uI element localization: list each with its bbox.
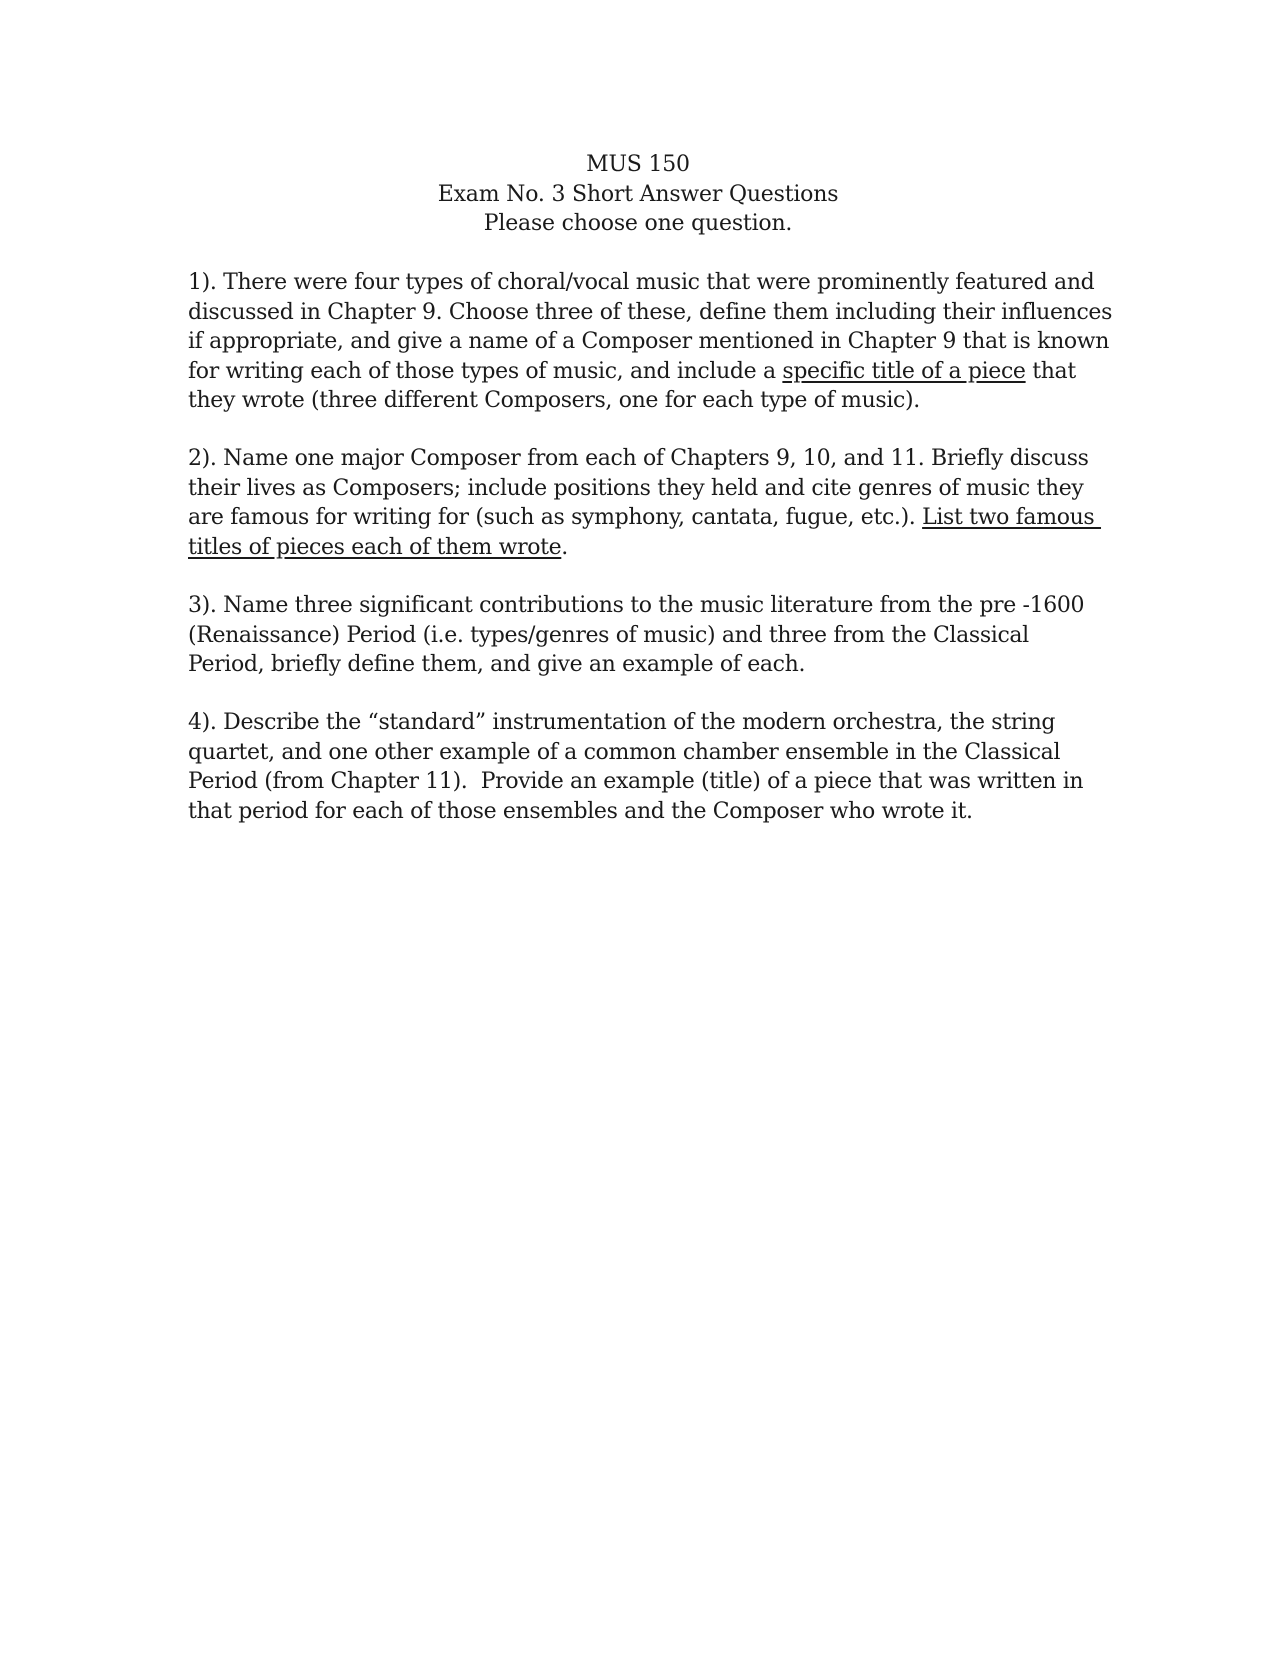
question-1-line-1: 1). There were four types of choral/vocal music that were prominently featured and — [188, 270, 1095, 295]
question-2-underlined-phrase-end: titles of pieces each of them wrote — [188, 534, 562, 560]
question-4-line-4: that period for each of those ensembles and the Composer who wrote it. — [188, 798, 973, 824]
question-1-line-4-tail: that — [1025, 358, 1076, 384]
question-2-line-3 — [188, 503, 1102, 533]
question-3 — [188, 591, 1098, 680]
question-2-underlined-phrase-start: List two famous — [922, 505, 1102, 530]
question-1-underlined-phrase: specific title of a piece — [782, 358, 1026, 384]
question-1-line-4-text: for writing each of those types of music, and include a — [188, 358, 783, 384]
question-2 — [188, 444, 1102, 562]
exam-title: Exam No. 3 Short Answer Questions — [437, 181, 839, 207]
question-1 — [188, 268, 1113, 416]
question-1-line-3: if appropriate, and give a name of a Composer mentioned in Chapter 9 that is known — [188, 329, 1110, 354]
question-1-line-5: they wrote (three different Composers, one for each type of music). — [188, 388, 920, 413]
question-2-line-1: 2). Name one major Composer from each of Chapters 9, 10, and 11. Briefly discuss — [188, 446, 1089, 471]
exam-instruction: Please choose one question. — [483, 211, 793, 236]
question-4-line-2: quartet, and one other example of a common chamber ensemble in the Classical — [188, 739, 1061, 765]
course-code: MUS 150 — [586, 152, 690, 177]
question-3-line-3: Period, briefly define them, and give an example of each. — [188, 652, 806, 677]
question-2-line-2: their lives as Composers; include positions they held and cite genres of music they — [188, 475, 1084, 501]
question-4-line-1: 4). Describe the “standard” instrumentation of the modern orchestra, the string — [188, 710, 1056, 735]
question-2-line-4 — [188, 533, 1098, 563]
question-4 — [188, 708, 1098, 826]
question-1-line-2: discussed in Chapter 9. Choose three of these, define them including their influences — [188, 299, 1113, 325]
question-3-line-1: 3). Name three significant contributions to the music literature from the pre -1600 — [188, 593, 1085, 618]
question-2-line-3-text: are famous for writing for (such as symphony, cantata, fugue, etc.). — [188, 505, 923, 530]
question-3-line-2: (Renaissance) Period (i.e. types/genres of music) and three from the Classical — [188, 622, 1029, 648]
document-header — [188, 150, 1088, 239]
question-4-line-3: Period (from Chapter 11). Provide an example (title) of a piece that was written in — [188, 769, 1084, 794]
question-1-line-4 — [188, 357, 1098, 387]
question-2-line-4-tail: . — [561, 534, 568, 560]
